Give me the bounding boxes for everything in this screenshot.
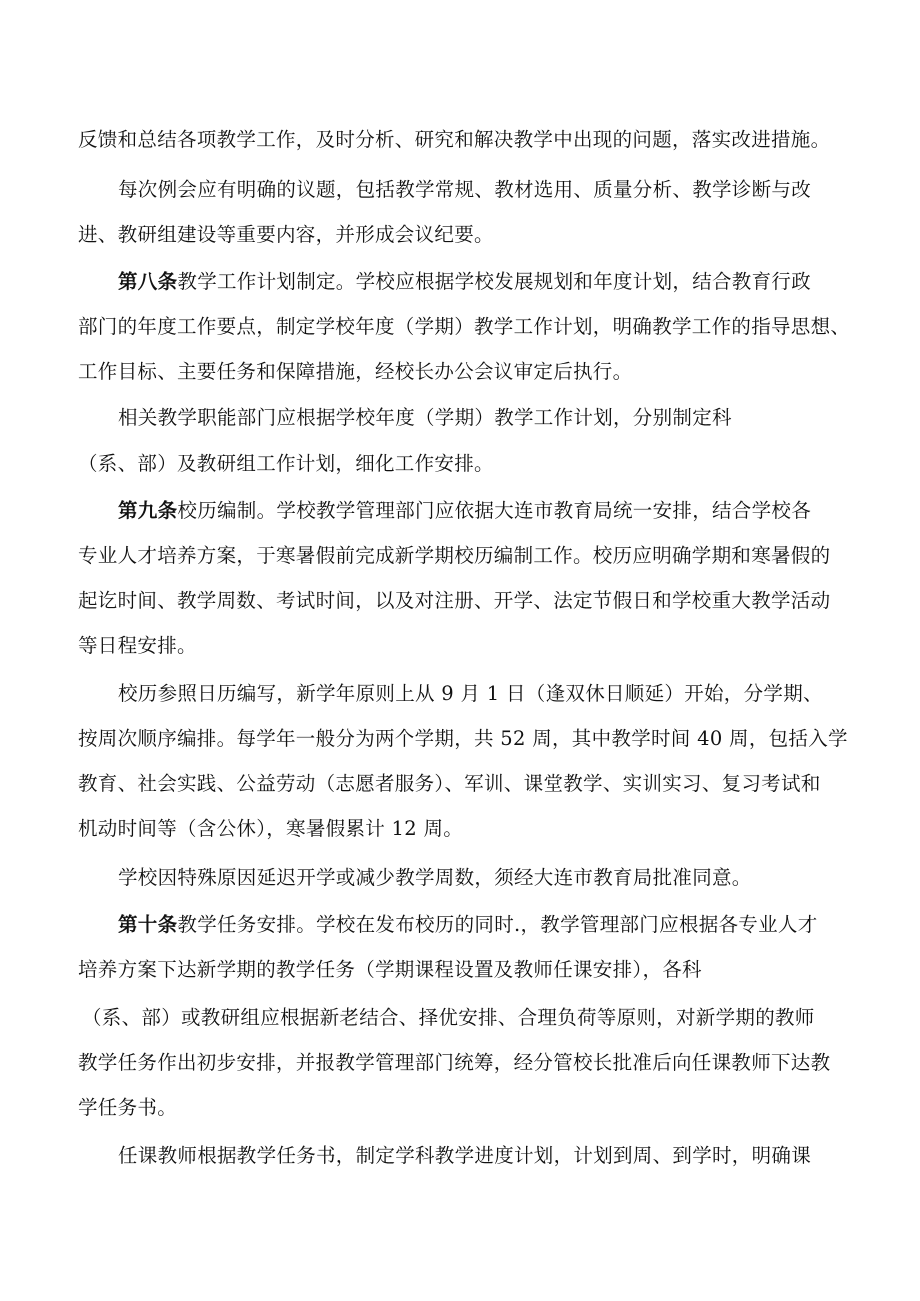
line-text: 校历参照日历编写，新学年原则上从 9 月 1 日（逢双休日顺延）开始，分学期、 <box>118 682 823 705</box>
line-text: 专业人才培养方案，于寒暑假前完成新学期校历编制工作。校历应明确学期和寒暑假的 <box>78 544 831 567</box>
line-text: 机动时间等（含公休），寒暑假累计 12 周。 <box>78 817 464 840</box>
line-text: 教学任务作出初步安排，并报教学管理部门统筹，经分管校长批准后向任课教师下达教 <box>78 1051 831 1074</box>
line-text: （系、部）及教研组工作计划，细化工作安排。 <box>78 452 494 475</box>
paragraph-7-line-0 <box>118 905 818 945</box>
paragraph-4-line-3 <box>78 626 197 666</box>
paragraph-2-line-0 <box>118 262 811 302</box>
paragraph-8-line-0 <box>118 1136 811 1176</box>
paragraph-3-line-1 <box>78 444 494 484</box>
paragraph-5-line-3 <box>78 809 463 849</box>
line-text: 学任务书。 <box>78 1096 178 1119</box>
line-text: （系、部）或教研组应根据新老结合、择优安排、合理负荷等原则，对新学期的教师 <box>82 1006 815 1029</box>
paragraph-4-line-2 <box>78 581 830 621</box>
article-number: 第九条 <box>118 499 178 522</box>
paragraph-4-line-1 <box>78 536 830 576</box>
line-text: 起讫时间、教学周数、考试时间，以及对注册、开学、法定节假日和学校重大教学活动 <box>78 589 831 612</box>
line-text: 学校因特殊原因延迟开学或减少教学周数，须经大连市教育局批准同意。 <box>118 866 752 889</box>
paragraph-7-line-4 <box>78 1088 177 1128</box>
line-text: 教学工作计划制定。学校应根据学校发展规划和年度计划，结合教育行政 <box>177 270 812 293</box>
paragraph-3-line-0 <box>118 398 732 438</box>
paragraph-7-line-3 <box>78 1043 830 1083</box>
paragraph-7-line-2 <box>82 998 815 1038</box>
paragraph-7-line-1 <box>78 950 702 990</box>
line-text: 培养方案下达新学期的教学任务（学期课程设置及教师任课安排），各科 <box>78 958 702 981</box>
paragraph-0-line-0 <box>78 120 830 160</box>
line-text: 部门的年度工作要点，制定学校年度（学期）教学工作计划，明确教学工作的指导思想、 <box>78 315 851 338</box>
line-text: 每次例会应有明确的议题，包括教学常规、教材选用、质量分析、教学诊断与改 <box>118 178 812 201</box>
line-text: 工作目标、主要任务和保障措施，经校长办公会议审定后执行。 <box>78 360 633 383</box>
line-text: 任课教师根据教学任务书，制定学科教学进度计划，计划到周、到学时，明确课 <box>118 1144 812 1167</box>
paragraph-1-line-0 <box>118 170 811 210</box>
paragraph-6-line-0 <box>118 858 752 898</box>
paragraph-2-line-1 <box>78 307 850 347</box>
line-text: 相关教学职能部门应根据学校年度（学期）教学工作计划，分别制定科 <box>118 406 732 429</box>
line-text: 反馈和总结各项教学工作，及时分析、研究和解决教学中出现的问题，落实改进措施。 <box>78 128 831 151</box>
line-text: 教育、社会实践、公益劳动（志愿者服务）、军训、课堂教学、实训实习、复习考试和 <box>78 772 821 795</box>
paragraph-5-line-1 <box>78 719 848 759</box>
paragraph-5-line-2 <box>78 764 821 804</box>
article-number: 第十条 <box>118 913 178 936</box>
paragraph-1-line-1 <box>78 215 494 255</box>
line-text: 按周次顺序编排。每学年一般分为两个学期，共 52 周，其中教学时间 40 周，包括入学 <box>78 727 848 750</box>
line-text: 校历编制。学校教学管理部门应依据大连市教育局统一安排，结合学校各 <box>177 499 812 522</box>
paragraph-2-line-2 <box>78 352 632 392</box>
line-text: 教学任务安排。学校在发布校历的同时.，教学管理部门应根据各专业人才 <box>177 913 818 936</box>
line-text: 等日程安排。 <box>78 634 197 657</box>
article-number: 第八条 <box>118 270 178 293</box>
paragraph-4-line-0 <box>118 491 811 531</box>
line-text: 进、教研组建设等重要内容，并形成会议纪要。 <box>78 223 494 246</box>
paragraph-5-line-0 <box>118 674 823 714</box>
